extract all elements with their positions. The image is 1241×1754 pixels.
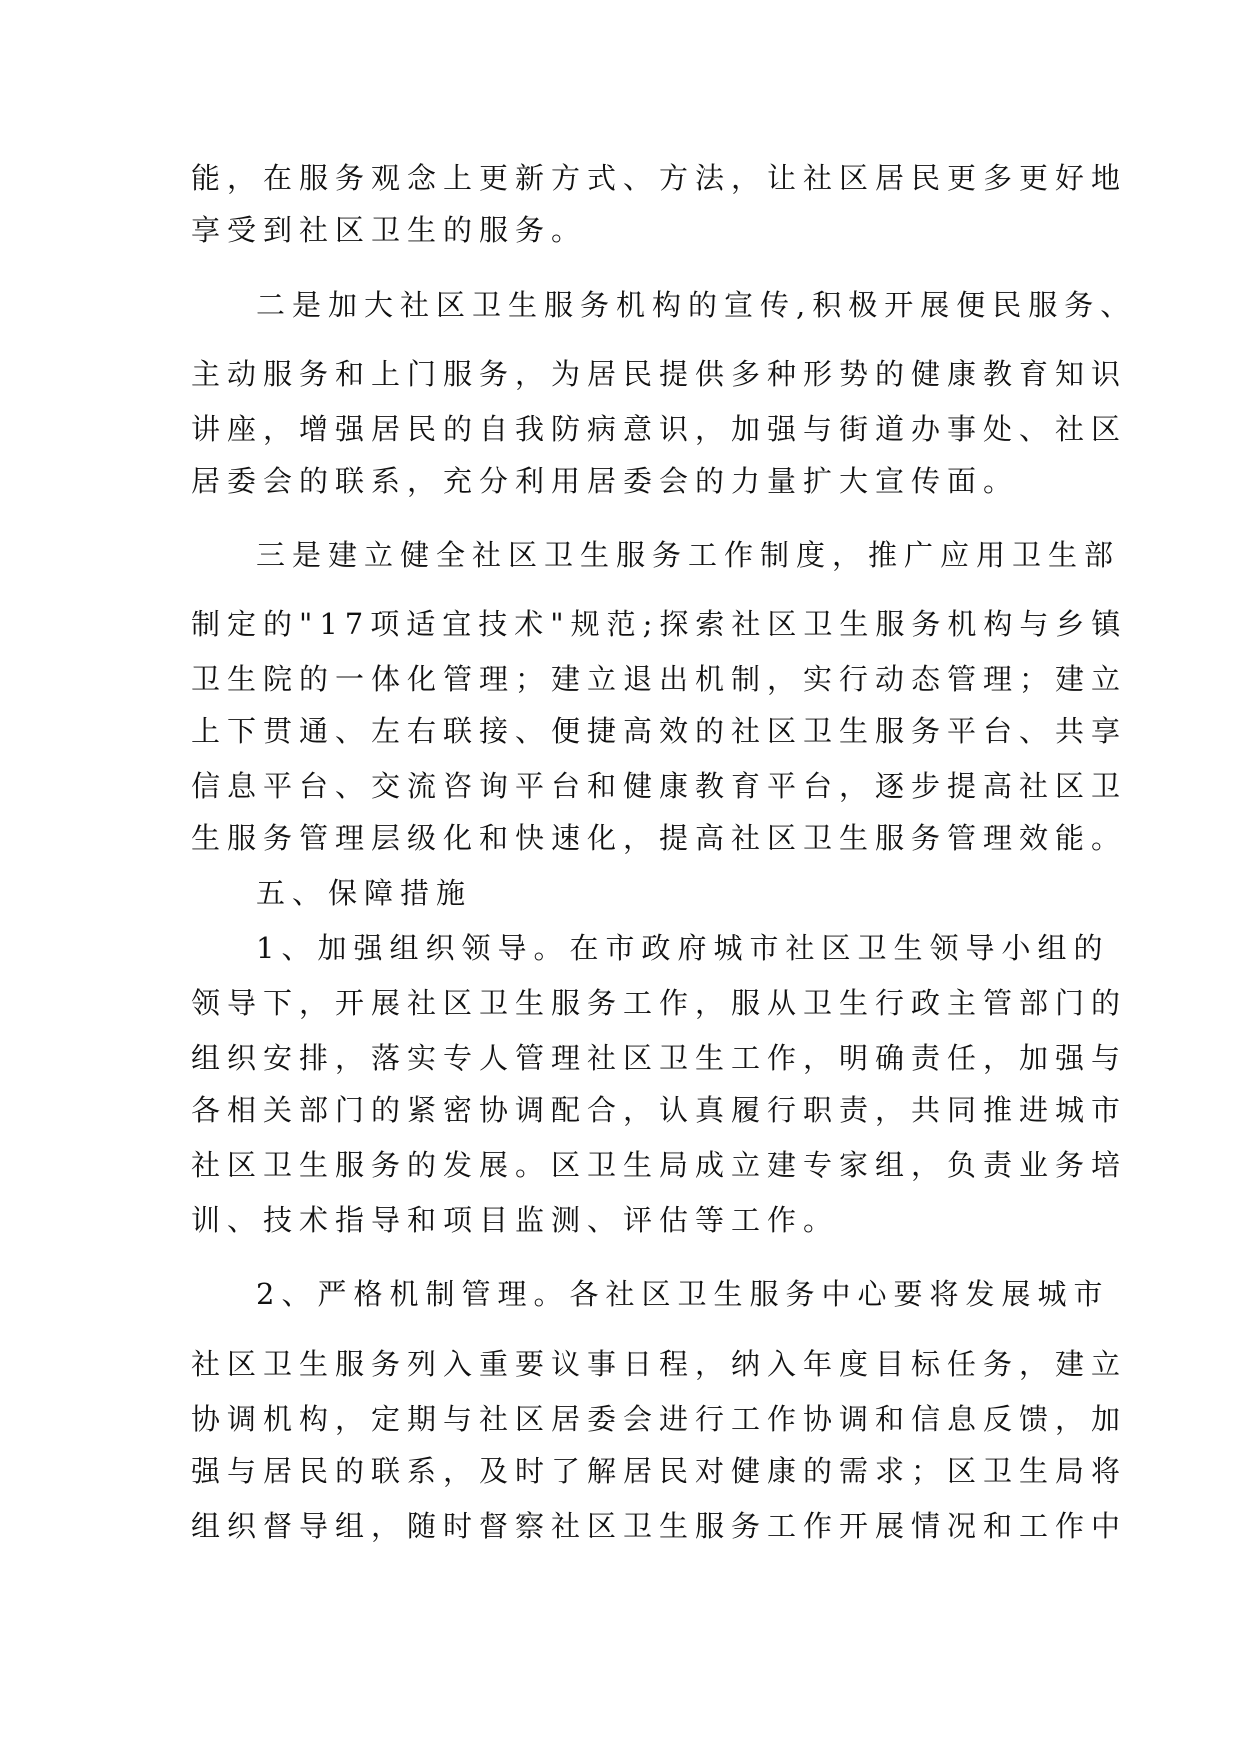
text-line: 居委会的联系，充分利用居委会的力量扩大宣传面。 <box>191 464 1020 498</box>
text-line: 享受到社区卫生的服务。 <box>191 213 588 247</box>
paragraph-start-line: 1、加强组织领导。在市政府城市社区卫生领导小组的 <box>256 931 1110 965</box>
text-line: 领导下，开展社区卫生服务工作，服从卫生行政主管部门的 <box>191 986 1128 1020</box>
text-line: 各相关部门的紧密协调配合，认真履行职责，共同推进城市 <box>191 1093 1128 1127</box>
text-line: 卫生院的一体化管理；建立退出机制，实行动态管理；建立 <box>191 662 1128 696</box>
paragraph-start-line: 二是加大社区卫生服务机构的宣传,积极开展便民服务、 <box>256 288 1137 322</box>
paragraph-start-line: 2、严格机制管理。各社区卫生服务中心要将发展城市 <box>256 1277 1110 1311</box>
text-line: 组织督导组，随时督察社区卫生服务工作开展情况和工作中 <box>191 1509 1128 1543</box>
text-line: 社区卫生服务列入重要议事日程，纳入年度目标任务，建立 <box>191 1347 1128 1381</box>
text-line: 能，在服务观念上更新方式、方法，让社区居民更多更好地 <box>191 161 1128 195</box>
text-line: 上下贯通、左右联接、便捷高效的社区卫生服务平台、共享 <box>191 714 1128 748</box>
text-line: 讲座，增强居民的自我防病意识，加强与街道办事处、社区 <box>191 412 1128 446</box>
text-line: 组织安排，落实专人管理社区卫生工作，明确责任，加强与 <box>191 1041 1128 1075</box>
text-line: 信息平台、交流咨询平台和健康教育平台，逐步提高社区卫 <box>191 769 1128 803</box>
text-line: 生服务管理层级化和快速化，提高社区卫生服务管理效能。 <box>191 821 1128 855</box>
paragraph-start-line: 三是建立健全社区卫生服务工作制度，推广应用卫生部 <box>256 538 1121 572</box>
text-line: 主动服务和上门服务，为居民提供多种形势的健康教育知识 <box>191 357 1128 391</box>
text-line: 社区卫生服务的发展。区卫生局成立建专家组，负责业务培 <box>191 1148 1128 1182</box>
text-line: 协调机构，定期与社区居委会进行工作协调和信息反馈，加 <box>191 1402 1128 1436</box>
text-line: 训、技术指导和项目监测、评估等工作。 <box>191 1203 840 1237</box>
text-line: 制定的"17项适宜技术"规范;探索社区卫生服务机构与乡镇 <box>191 607 1128 641</box>
text-line: 强与居民的联系，及时了解居民对健康的需求；区卫生局将 <box>191 1454 1128 1488</box>
section-heading: 五、保障措施 <box>256 876 473 910</box>
